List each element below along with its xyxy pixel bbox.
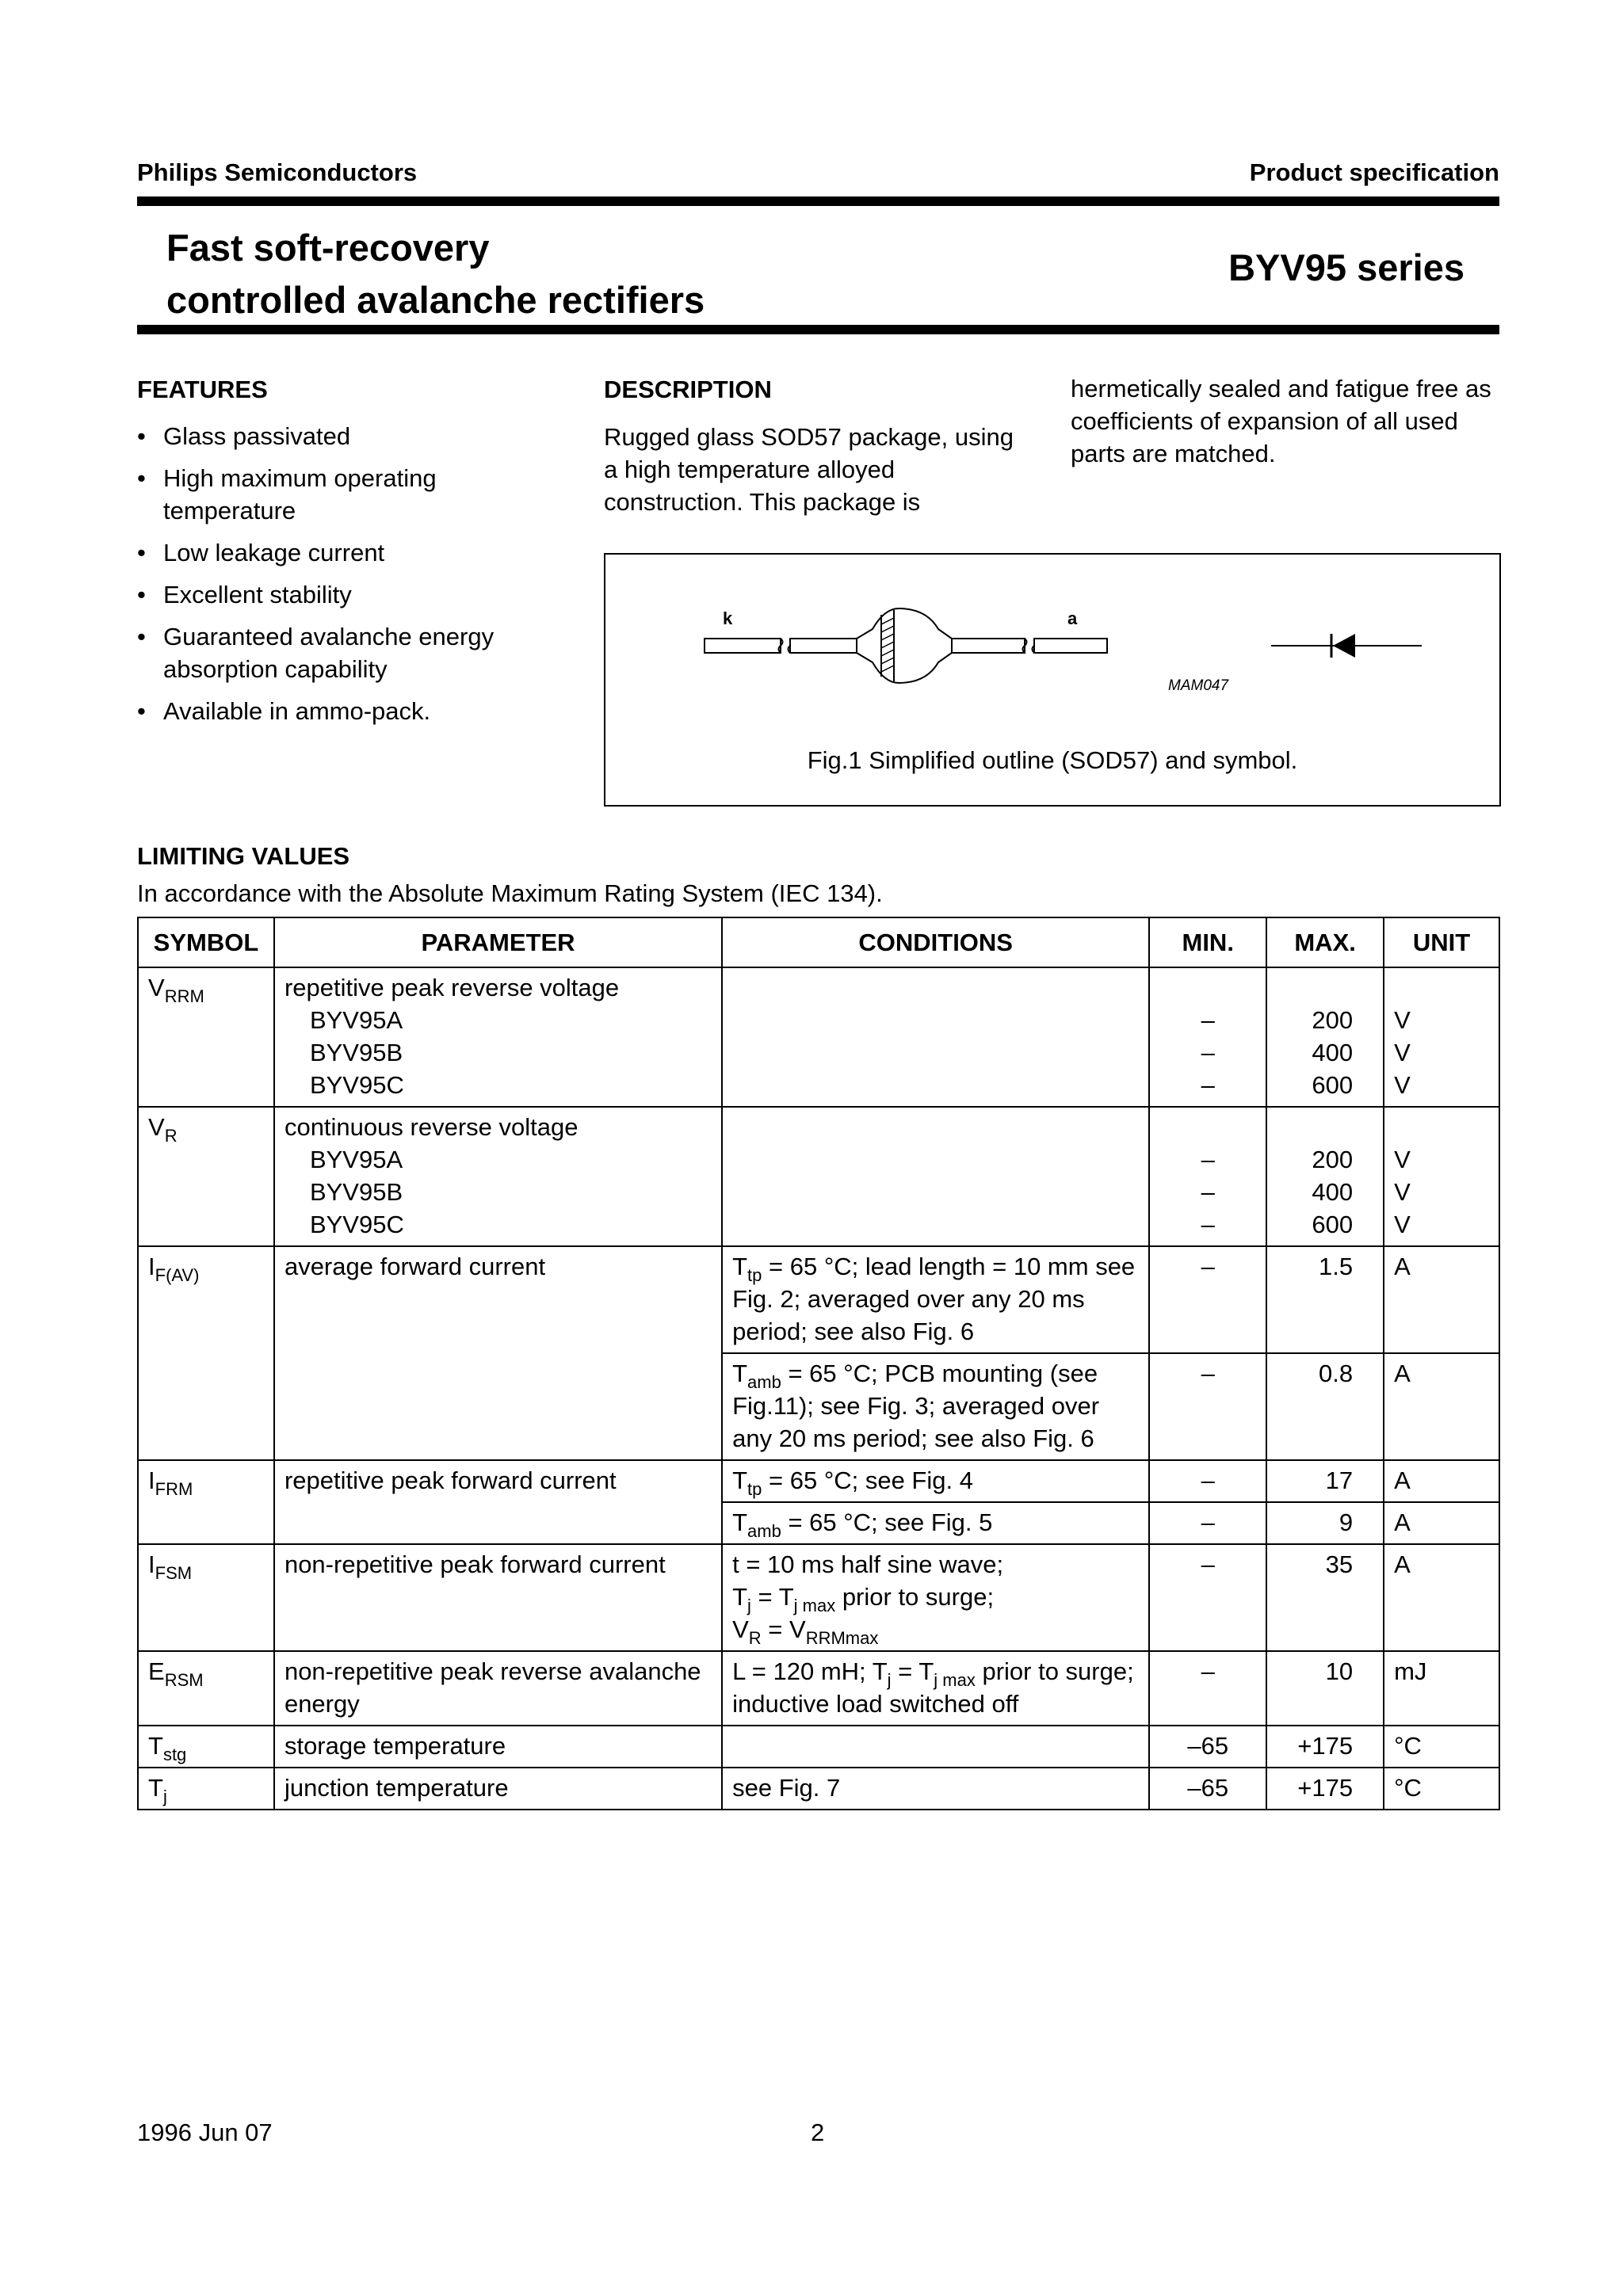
conditions-cell: [722, 1107, 1149, 1246]
max-cell: 1.5: [1266, 1246, 1384, 1353]
min-cell: – – –: [1149, 1107, 1266, 1246]
conditions-cell: $T_{amb} = 65$ °C; see Fig. 5: [722, 1502, 1149, 1544]
limiting-values-heading: LIMITING VALUES: [137, 842, 350, 870]
min-cell: –: [1149, 1246, 1266, 1353]
unit-cell: A: [1384, 1246, 1499, 1353]
features-list: [137, 420, 549, 737]
label-anode-a: a: [1067, 608, 1078, 628]
feature-item: • Glass passivated: [137, 420, 549, 452]
min-cell: –: [1149, 1651, 1266, 1726]
unit-cell: V V V: [1384, 1107, 1499, 1246]
footer-date: 1996 Jun 07: [137, 2119, 273, 2146]
product-series: BYV95 series: [1228, 246, 1465, 288]
symbol-cell: $T_{stg}$: [138, 1726, 274, 1768]
header-company: Philips Semiconductors: [137, 158, 418, 186]
conditions-cell: L = 120 mH; $T_j = T_{j max}$ prior to surge; inductive load switched off: [722, 1651, 1149, 1726]
description-heading: DESCRIPTION: [604, 376, 772, 403]
conditions-cell: [722, 1726, 1149, 1768]
feature-item: • Excellent stability: [137, 578, 549, 611]
bullet-icon: •: [137, 422, 146, 450]
feature-item: • Low leakage current: [137, 536, 549, 569]
bullet-icon: •: [137, 623, 146, 650]
col-header-min: MIN.: [1149, 917, 1266, 967]
max-cell: 9: [1266, 1502, 1384, 1544]
conditions-cell: $T_{tp} = 65$ °C; lead length = 10 mm see Fig. 2; averaged over any 20 ms period; see also Fig. 6: [722, 1246, 1149, 1353]
figure-code: MAM047: [1168, 677, 1229, 694]
description-text-col1: Rugged glass SOD57 package, using a high temperature alloyed construction. This package is: [604, 423, 1014, 516]
unit-cell: A: [1384, 1502, 1499, 1544]
unit-cell: A: [1384, 1544, 1499, 1651]
symbol-cell: $E_{RSM}$: [138, 1651, 274, 1726]
parameter-cell: average forward current: [274, 1246, 722, 1460]
document-title: [166, 222, 705, 326]
title-line-2: controlled avalanche rectifiers: [166, 279, 705, 321]
max-cell: 17: [1266, 1460, 1384, 1502]
max-cell: 0.8: [1266, 1353, 1384, 1460]
unit-cell: mJ: [1384, 1651, 1499, 1726]
unit-cell: A: [1384, 1353, 1499, 1460]
symbol-cell: $T_j$: [138, 1768, 274, 1810]
title-line-1: Fast soft-recovery: [166, 227, 490, 269]
table-row-tj: [138, 1768, 1499, 1810]
figure-caption: Fig.1 Simplified outline (SOD57) and symbol.: [807, 746, 1298, 774]
feature-item: • Guaranteed avalanche energy absorption capability: [137, 620, 549, 685]
max-cell: +175: [1266, 1768, 1384, 1810]
symbol-cell: $I_{FRM}$: [138, 1460, 274, 1544]
col-header-parameter: PARAMETER: [274, 917, 722, 967]
unit-cell: V V V: [1384, 967, 1499, 1107]
parameter-cell: storage temperature: [274, 1726, 722, 1768]
max-cell: 35: [1266, 1544, 1384, 1651]
max-cell: 10: [1266, 1651, 1384, 1726]
parameter-cell: repetitive peak reverse voltage BYV95A BYV95B BYV95C: [274, 967, 722, 1107]
unit-cell: °C: [1384, 1726, 1499, 1768]
table-row-ifsm: [138, 1544, 1499, 1651]
min-cell: –65: [1149, 1726, 1266, 1768]
min-cell: –: [1149, 1353, 1266, 1460]
table-row-vr: [138, 1107, 1499, 1246]
table-row-vrrm: [138, 967, 1499, 1107]
table-row-tstg: [138, 1726, 1499, 1768]
feature-item: • High maximum operating temperature: [137, 462, 549, 527]
limiting-values-subtitle: In accordance with the Absolute Maximum Rating System (IEC 134).: [137, 879, 883, 907]
table-header-row: [138, 917, 1499, 967]
feature-item: • Available in ammo-pack.: [137, 695, 549, 727]
parameter-cell: junction temperature: [274, 1768, 722, 1810]
min-cell: –: [1149, 1502, 1266, 1544]
col-header-conditions: CONDITIONS: [722, 917, 1149, 967]
label-cathode-k: k: [723, 608, 733, 628]
min-cell: –65: [1149, 1768, 1266, 1810]
table-row-ersm: [138, 1651, 1499, 1726]
header-rule-top: [137, 196, 1499, 206]
symbol-cell: $I_{FSM}$: [138, 1544, 274, 1651]
parameter-cell: non-repetitive peak forward current: [274, 1544, 722, 1651]
features-heading: FEATURES: [137, 376, 268, 403]
max-cell: 200 400 600: [1266, 1107, 1384, 1246]
table-row-ifrm: [138, 1460, 1499, 1502]
page-number: 2: [811, 2119, 825, 2146]
conditions-cell: t = 10 ms half sine wave; $T_j = T_{j max}$ prior to surge; $V_R = V_{RRMmax}$: [722, 1544, 1149, 1651]
conditions-cell: [722, 967, 1149, 1107]
bullet-icon: •: [137, 464, 146, 492]
bullet-icon: •: [137, 539, 146, 566]
col-header-unit: UNIT: [1384, 917, 1499, 967]
parameter-cell: non-repetitive peak reverse avalanche energy: [274, 1651, 722, 1726]
symbol-cell: $I_{F(AV)}$: [138, 1246, 274, 1460]
symbol-cell: $V_{RRM}$: [138, 967, 274, 1107]
figure-1: [604, 553, 1501, 807]
min-cell: –: [1149, 1460, 1266, 1502]
conditions-cell: see Fig. 7: [722, 1768, 1149, 1810]
unit-cell: °C: [1384, 1768, 1499, 1810]
description-text-col2: hermetically sealed and fatigue free as coefficients of expansion of all used parts are matched.: [1071, 375, 1491, 467]
max-cell: +175: [1266, 1726, 1384, 1768]
limiting-values-table: [137, 917, 1500, 1810]
conditions-cell: $T_{amb} = 65$ °C; PCB mounting (see Fig.11); see Fig. 3; averaged over any 20 ms period; see also Fig. 6: [722, 1353, 1149, 1460]
parameter-cell: continuous reverse voltage BYV95A BYV95B BYV95C: [274, 1107, 722, 1246]
min-cell: –: [1149, 1544, 1266, 1651]
table-row-ifav: [138, 1246, 1499, 1353]
header-doc-type: Product specification: [1249, 158, 1499, 186]
col-header-max: MAX.: [1266, 917, 1384, 967]
unit-cell: A: [1384, 1460, 1499, 1502]
col-header-symbol: SYMBOL: [138, 917, 274, 967]
bullet-icon: •: [137, 581, 146, 608]
min-cell: – – –: [1149, 967, 1266, 1107]
parameter-cell: repetitive peak forward current: [274, 1460, 722, 1544]
max-cell: 200 400 600: [1266, 967, 1384, 1107]
symbol-cell: $V_R$: [138, 1107, 274, 1246]
conditions-cell: $T_{tp} = 65$ °C; see Fig. 4: [722, 1460, 1149, 1502]
diode-symbol-icon: [1271, 627, 1422, 664]
bullet-icon: •: [137, 697, 146, 725]
header-rule-bottom: [137, 325, 1499, 334]
